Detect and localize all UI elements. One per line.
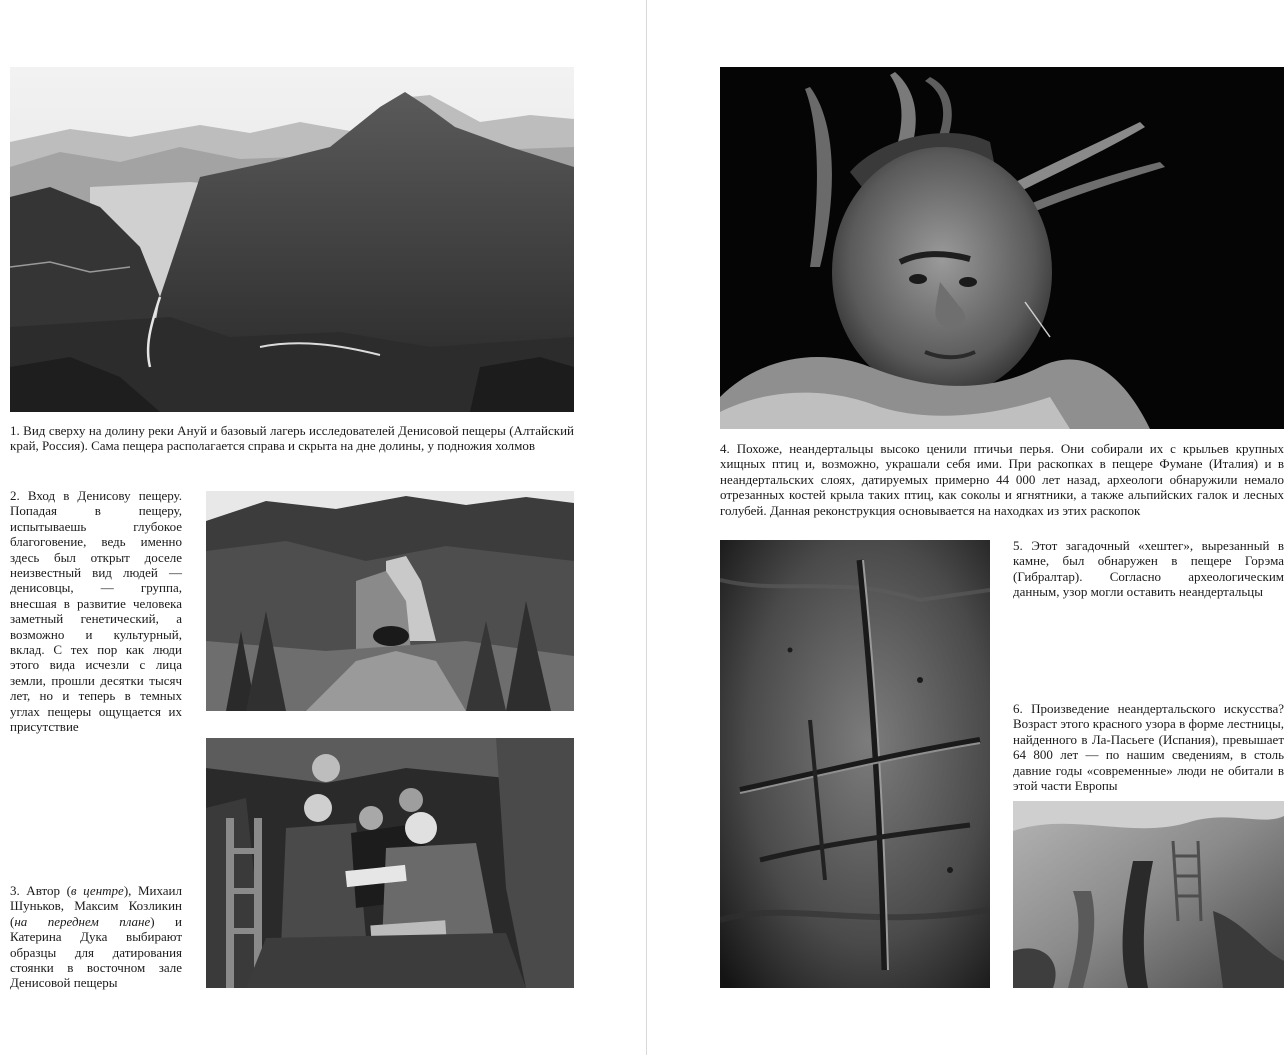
caption-1: 1. Вид сверху на долину реки Ануй и базовый лагерь исследователей Денисовой пещеры (Алтайский край, Россия). Сама пещера располагается справа и скрыта на дне долины, у подножия холмов	[10, 423, 574, 454]
photo-la-pasiega-art	[1013, 801, 1284, 988]
photo-cave-entrance	[206, 491, 574, 711]
photo-neanderthal-reconstruction	[720, 67, 1284, 429]
caption-6: 6. Произведение неандертальского искусства? Возраст этого красного узора в форме лестницы, найденного в Ла-Пасьеге (Испания), превышает 64 800 лет — по нашим сведениям, в столь давние годы «современные» люди не обитали в этой части Европы	[1013, 701, 1284, 794]
photo-researchers-excavation	[206, 738, 574, 988]
caption-5: 5. Этот загадочный «хештег», вырезанный в камне, был обнаружен в пещере Горэма (Гибралтар). Согласно археологическим данным, узор могли оставить неандертальцы	[1013, 538, 1284, 600]
photo-gorham-cave-engraving	[720, 540, 990, 988]
page-gutter	[646, 0, 647, 1055]
caption-2: 2. Вход в Денисову пещеру. Попадая в пещеру, испытываешь глубокое благоговение, ведь именно здесь был открыт доселе неизвестный вид людей — денисовцы, — группа, внесшая в развитие человека заметный генетический, а возможно и культурный, вклад. С тех пор как люди этого вида исчезли с лица земли, прошли десятки тысяч лет, но и теперь в темных углах пещеры ощущается их присутствие	[10, 488, 182, 735]
caption-4: 4. Похоже, неандертальцы высоко ценили птичьи перья. Они собирали их с крыльев крупных хищных птиц и, возможно, украшали себя ими. При раскопках в пещере Фумане (Италия) и в неандертальских слоях, датируемых примерно 44 000 лет назад, археологи обнаружили немало отрезанных костей крыла таких птиц, как соколы и ягнятники, а также альпийских галок и лесных голубей. Данная реконструкция основывается на находках из этих раскопок	[720, 441, 1284, 518]
caption-3: 3. Автор (в центре), Михаил Шуньков, Максим Козликин (на переднем плане) и Катерина Дука выбирают образцы для датирования стоянки в восточном зале Денисовой пещеры	[10, 883, 183, 991]
photo-anui-valley	[10, 67, 574, 412]
